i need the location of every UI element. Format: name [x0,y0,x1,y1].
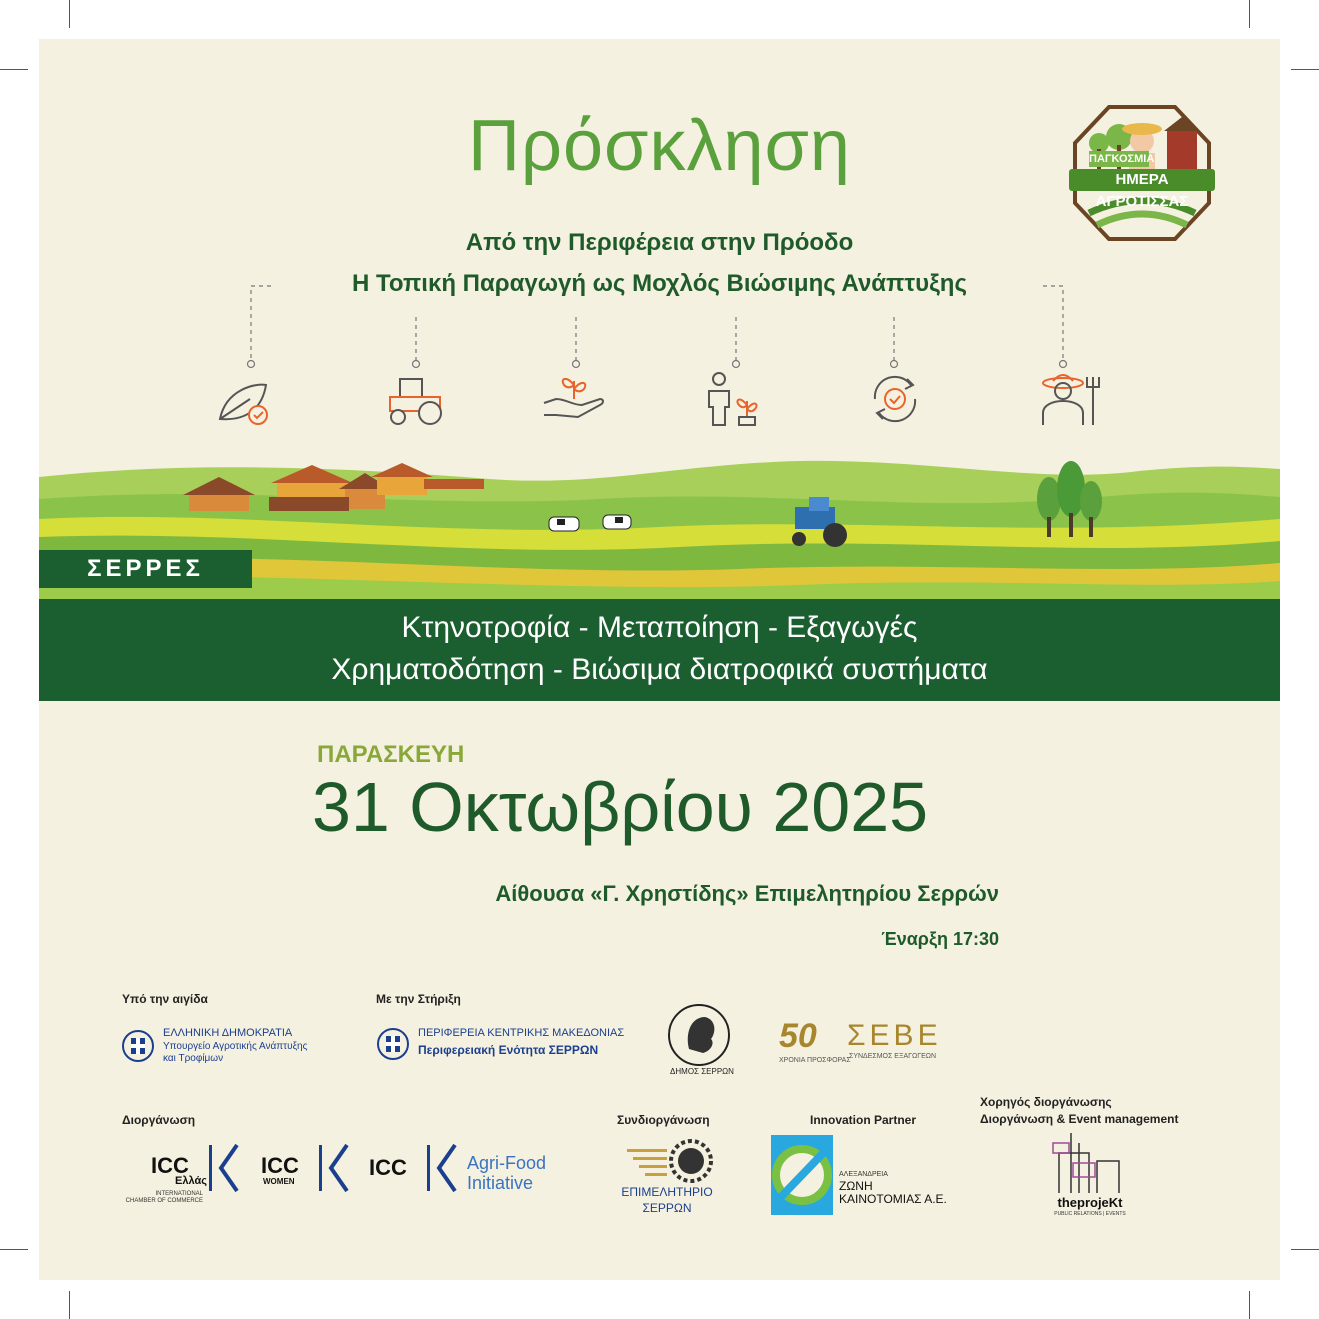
building-lines-icon [1049,1133,1129,1195]
zone-line-1: ΑΛΕΞΑΝΔΡΕΙΑ [839,1171,888,1178]
ministry-line-2: Υπουργείο Αγροτικής Ανάπτυξης [163,1041,308,1052]
icc-greece-text: Ελλάς [175,1175,207,1187]
organization-label: Διοργάνωση [122,1113,196,1127]
icc-agrifood-logo [369,1139,569,1199]
region-logo [376,1027,646,1067]
zone-line-2: ΖΩΝΗ [839,1179,873,1193]
icc-greece-logo [125,1139,245,1209]
invitation-card [39,39,1280,1280]
topics-line-1: Κτηνοτροφία - Μεταποίηση - Εξαγωγές [401,611,918,644]
crop-mark [1291,69,1319,70]
farmer-rake-icon [1039,369,1103,427]
auspices-label: Υπό την αιγίδα [122,992,208,1006]
crop-mark [69,1291,70,1319]
seve-anniversary: 50 [779,1017,817,1055]
agrifood-line-2: Initiative [467,1173,534,1193]
event-start-time: Έναρξη 17:30 [881,929,999,949]
crop-mark [1249,1291,1250,1319]
theprojekt-name: theprojeKt [1057,1195,1123,1210]
region-line-2: Περιφερειακή Ενότητα ΣΕΡΡΩΝ [418,1043,599,1057]
page-title: Πρόσκληση [468,106,851,186]
recycle-check-icon [867,371,923,427]
farmer-plant-icon [705,371,765,429]
coin-head-icon [667,1003,731,1067]
agrifood-line-1: Agri-Food [467,1153,547,1173]
municipality-logo [667,1003,739,1081]
subtitle-1: Από την Περιφέρεια στην Πρόοδο [465,229,854,256]
womens-farmer-day-badge [1069,103,1215,243]
icc-bracket-icon [317,1139,353,1199]
hand-plant-icon [542,369,606,425]
crop-mark [69,0,70,28]
seve-name: ΣΕΒΕ [847,1019,942,1052]
crop-mark [1291,1249,1319,1250]
icc-text: ICC [369,1155,407,1180]
badge-line-2: ΗΜΕΡΑ ΑΓΡΟΤΙΣΣΑΣ [1069,169,1215,191]
event-venue: Αίθουσα «Γ. Χρηστίδης» Επιμελητηρίου Σερρών [495,881,999,906]
icc-text: ICC [261,1153,299,1178]
chamber-logo [607,1139,727,1219]
zone-symbol-icon [771,1135,833,1215]
zone-line-3: ΚΑΙΝΟΤΟΜΙΑΣ Α.Ε. [839,1192,947,1206]
region-label: ΣΕΡΡΕΣ [39,550,252,588]
seve-years: ΧΡΟΝΙΑ ΠΡΟΣΦΟΡΑΣ [779,1057,851,1064]
event-date: 31 Οκτωβρίου 2025 [312,768,929,846]
crop-mark [0,1249,28,1250]
icon-connectors [39,279,1280,369]
sponsor-label-1: Χορηγός διοργάνωσης [980,1095,1112,1109]
topics-line-2: Χρηματοδότηση - Βιώσιμα διατροφικά συστήματα [331,653,988,686]
subtitle-2: Η Τοπική Παραγωγή ως Μοχλός Βιώσιμης Ανάπτυξης [352,270,967,297]
icc-women-logo [261,1139,361,1199]
icc-greece-subtitle: INTERNATIONAL CHAMBER OF COMMERCE [125,1191,203,1204]
event-day: ΠΑΡΑΣΚΕΥΗ [317,741,465,768]
seve-subtitle: ΣΥΝΔΕΣΜΟΣ ΕΞΑΓΩΓΕΩΝ [849,1053,937,1060]
greek-emblem-icon [376,1027,410,1061]
co-organization-label: Συνδιοργάνωση [617,1113,710,1127]
sponsor-label-2: Διοργάνωση & Event management [980,1112,1179,1126]
crop-mark [1249,0,1250,28]
support-label: Με την Στήριξη [376,992,461,1006]
innovation-zone-logo [771,1135,991,1217]
ministry-line-1: ΕΛΛΗΝΙΚΗ ΔΗΜΟΚΡΑΤΙΑ [163,1027,293,1039]
topics-banner [39,599,1280,701]
badge-line-1: ΠΑΓΚΟΣΜΙΑ [1089,153,1155,165]
icc-bracket-icon [207,1139,243,1199]
chamber-line-1: ΕΠΙΜΕΛΗΤΗΡΙΟ [621,1185,713,1199]
ministry-line-3: και Τροφίμων [163,1053,224,1064]
icc-text: ICC [151,1153,189,1178]
icc-bracket-icon [425,1139,461,1199]
crop-mark [0,69,28,70]
innovation-partner-label: Innovation Partner [810,1113,917,1127]
region-line-1: ΠΕΡΙΦΕΡΕΙΑ ΚΕΝΤΡΙΚΗΣ ΜΑΚΕΔΟΝΙΑΣ [418,1027,625,1039]
theprojekt-logo [1035,1133,1145,1223]
municipality-name: ΔΗΜΟΣ ΣΕΡΡΩΝ [670,1067,734,1076]
seve-logo [779,1019,949,1069]
chamber-line-2: ΣΕΡΡΩΝ [642,1201,692,1215]
greek-emblem-icon [121,1029,155,1063]
ministry-logo [121,1027,351,1071]
tractor-icon [386,375,448,427]
theprojekt-subtitle: PUBLIC RELATIONS | EVENTS [1054,1211,1126,1217]
chamber-emblem-icon [627,1139,717,1185]
icc-women-text: WOMEN [263,1177,295,1186]
leaf-check-icon [216,379,276,429]
